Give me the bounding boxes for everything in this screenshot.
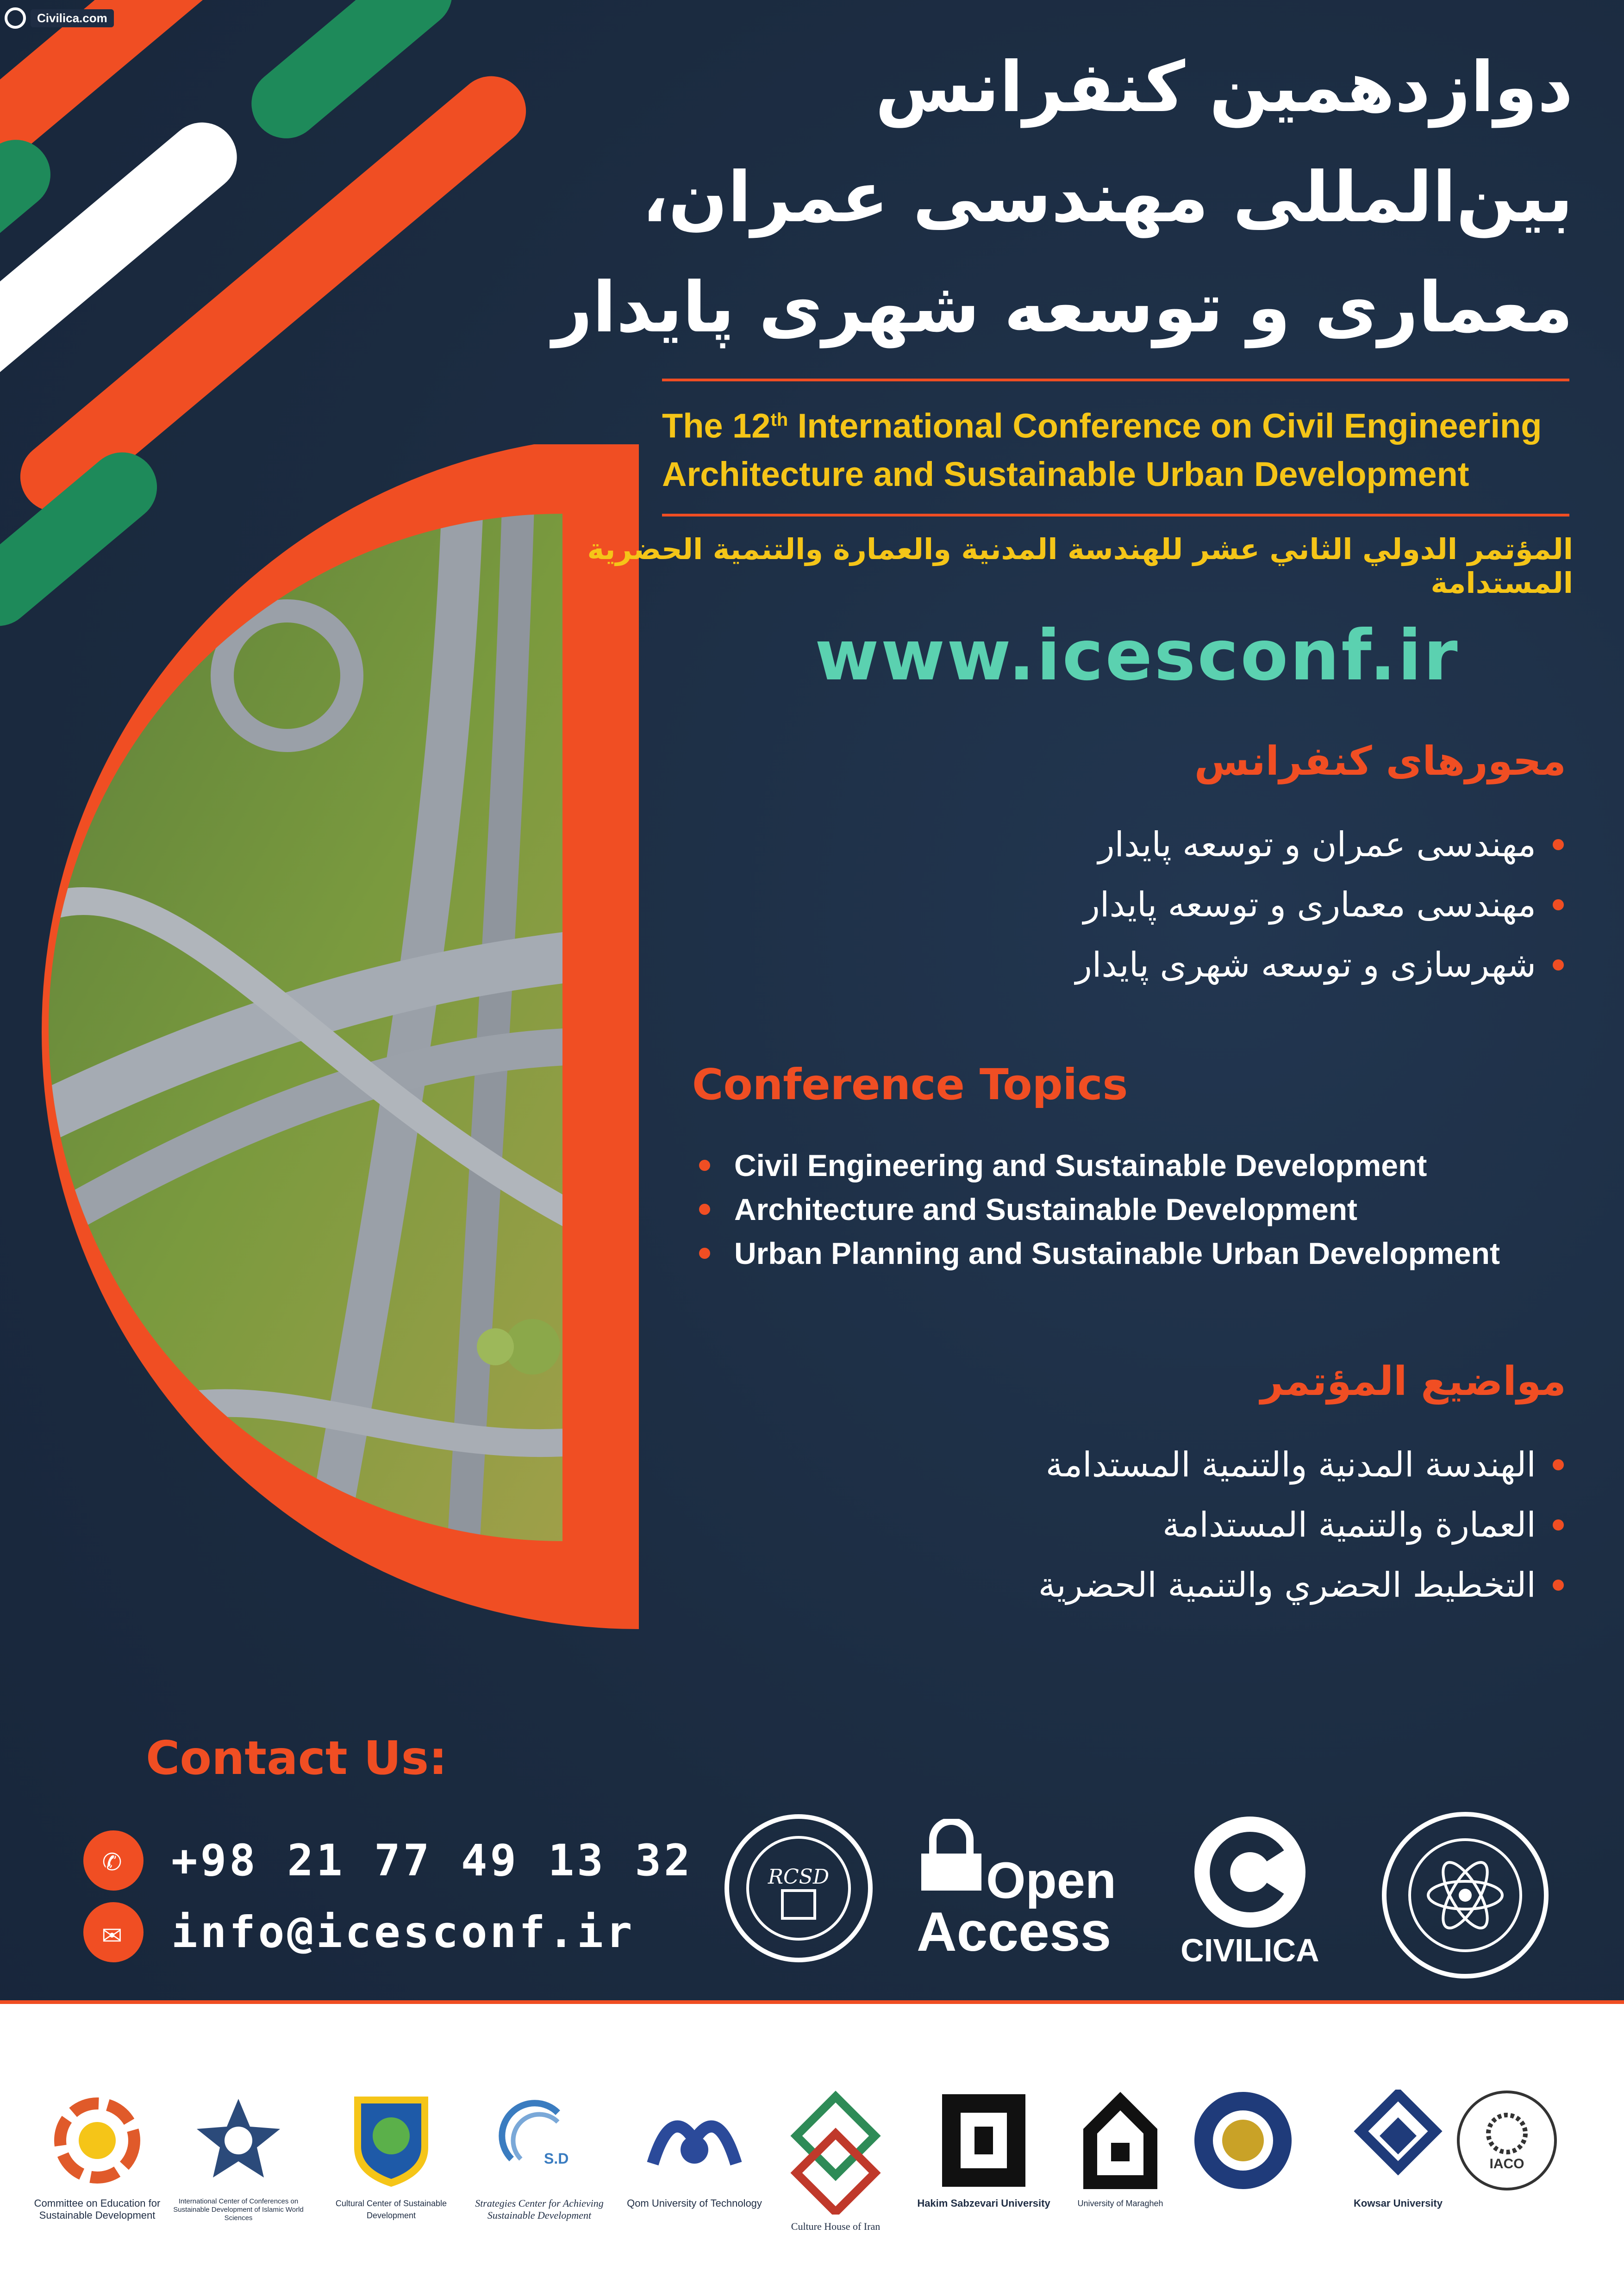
topics-english-heading: Conference Topics [692, 1060, 1128, 1109]
title-english-line-1: The 12th International Conference on Civil Engineering [662, 406, 1542, 445]
chabahar-seal-icon [1190, 2087, 1296, 2194]
civilica-logo-label: CIVILICA [1181, 1932, 1319, 1968]
star-ornament-icon [192, 2094, 285, 2187]
phone-number: +98 21 77 49 13 32 [171, 1835, 693, 1886]
partner-logo-chabahar [1190, 2087, 1296, 2194]
partner-logo-culture-house: Culture House of Iran [759, 2087, 912, 2233]
title-english-line-2: Architecture and Sustainable Urban Development [662, 454, 1469, 493]
list-item: مهندسی معماری و توسعه پایدار [684, 875, 1564, 935]
partner-logo-kowsar: Kowsar University [1322, 2087, 1474, 2209]
partner-logo-hakim-sabzevari: Hakim Sabzevari University [907, 2087, 1060, 2209]
bullet-icon [1553, 899, 1564, 910]
bullet-icon [1553, 959, 1564, 971]
topics-arabic-heading: مواضيع المؤتمر [1260, 1358, 1566, 1405]
partner-logo-sd-center: S.D Strategies Center for Achieving Sustainable Development [463, 2087, 616, 2221]
hero-image-frame [0, 444, 657, 1648]
partner-logo-cultural-center: Cultural Center of Sustainable Development [315, 2087, 468, 2221]
topics-persian-list [684, 815, 1564, 995]
website-link[interactable]: www.icesconf.ir [815, 616, 1460, 696]
topics-english-list [699, 1143, 1602, 1275]
svg-text:S.D: S.D [544, 2150, 569, 2167]
contact-phone[interactable] [83, 1830, 693, 1891]
list-item: مهندسی عمران و توسعه پایدار [684, 815, 1564, 875]
sd-center-icon [493, 2094, 586, 2187]
svg-text:IACO: IACO [1489, 2156, 1524, 2172]
maragheh-university-icon [1079, 2087, 1162, 2194]
title-english [662, 396, 1588, 498]
list-item: الهندسة المدنية والتنمية المستدامة [592, 1435, 1564, 1495]
title-arabic: المؤتمر الدولي الثاني عشر للهندسة المدنية والعمارة والتنمية الحضرية المستدامة [587, 532, 1573, 600]
partner-logo-committee: Committee on Education for Sustainable Development [21, 2087, 174, 2221]
title-persian-line-1: دوازدهمین کنفرانس [875, 47, 1573, 128]
open-access-logo [917, 1819, 1130, 1963]
list-item: شهرسازی و توسعه شهری پایدار [684, 935, 1564, 995]
title-persian-line-3: معماری و توسعه شهری پایدار [552, 268, 1573, 348]
bullet-icon [699, 1204, 710, 1215]
envelope-icon: ✉ [83, 1902, 144, 1962]
atom-icon [1396, 1826, 1535, 1965]
kowsar-university-icon [1352, 2090, 1444, 2191]
contact-email[interactable] [83, 1902, 635, 1962]
bullet-icon [1553, 1519, 1564, 1531]
civilica-logo [1176, 1814, 1324, 1967]
partner-logo-iaco [1454, 2087, 1560, 2194]
rcsd-seal-icon [729, 1819, 868, 1958]
bullet-icon [699, 1248, 710, 1259]
contact-heading: Contact Us: [146, 1731, 448, 1785]
topics-persian-heading: محورهای کنفرانس [1194, 738, 1566, 784]
hakim-sabzevari-icon [937, 2090, 1030, 2191]
civilica-icon [5, 7, 26, 29]
padlock-icon [917, 1819, 986, 1893]
partner-logo-maragheh: University of Maragheh [1044, 2087, 1197, 2209]
phone-icon: ✆ [83, 1830, 144, 1891]
civilica-badge[interactable] [5, 6, 114, 30]
email-address: info@icesconf.ir [171, 1907, 635, 1958]
civilica-badge-label: Civilica.com [31, 9, 114, 27]
title-persian [416, 32, 1573, 363]
partner-logo-icc: International Center of Conferences on Sustainable Development of Islamic World Sciences [162, 2087, 315, 2222]
list-item: Civil Engineering and Sustainable Development [699, 1143, 1602, 1187]
divider-middle [662, 514, 1569, 516]
culture-house-icon [785, 2090, 887, 2215]
bullet-icon [1553, 1580, 1564, 1591]
list-item: Architecture and Sustainable Development [699, 1187, 1602, 1231]
rcsd-logo [725, 1814, 873, 1962]
civilica-c-icon [1181, 1814, 1319, 1930]
people-circle-icon [49, 2092, 146, 2189]
svg-text:RCSD: RCSD [768, 1865, 830, 1889]
list-item: التخطيط الحضري والتنمية الحضرية [592, 1555, 1564, 1615]
bullet-icon [1553, 1459, 1564, 1470]
divider-top [662, 379, 1569, 381]
list-item: Urban Planning and Sustainable Urban Development [699, 1231, 1602, 1275]
topics-arabic-list [592, 1435, 1564, 1615]
shield-icon [350, 2092, 433, 2189]
title-persian-line-2: بین‌المللی مهندسی عمران، [642, 157, 1573, 238]
iaco-seal-icon [1454, 2087, 1560, 2194]
bullet-icon [1553, 839, 1564, 850]
open-access-line-2: Access [917, 1901, 1112, 1963]
partner-logo-qom: Qom University of Technology [618, 2087, 771, 2209]
dmt-logo [1382, 1812, 1549, 1979]
bullet-icon [699, 1160, 710, 1171]
qom-university-icon [643, 2094, 745, 2187]
list-item: العمارة والتنمية المستدامة [592, 1495, 1564, 1555]
open-access-line-1: Open [986, 1852, 1117, 1909]
